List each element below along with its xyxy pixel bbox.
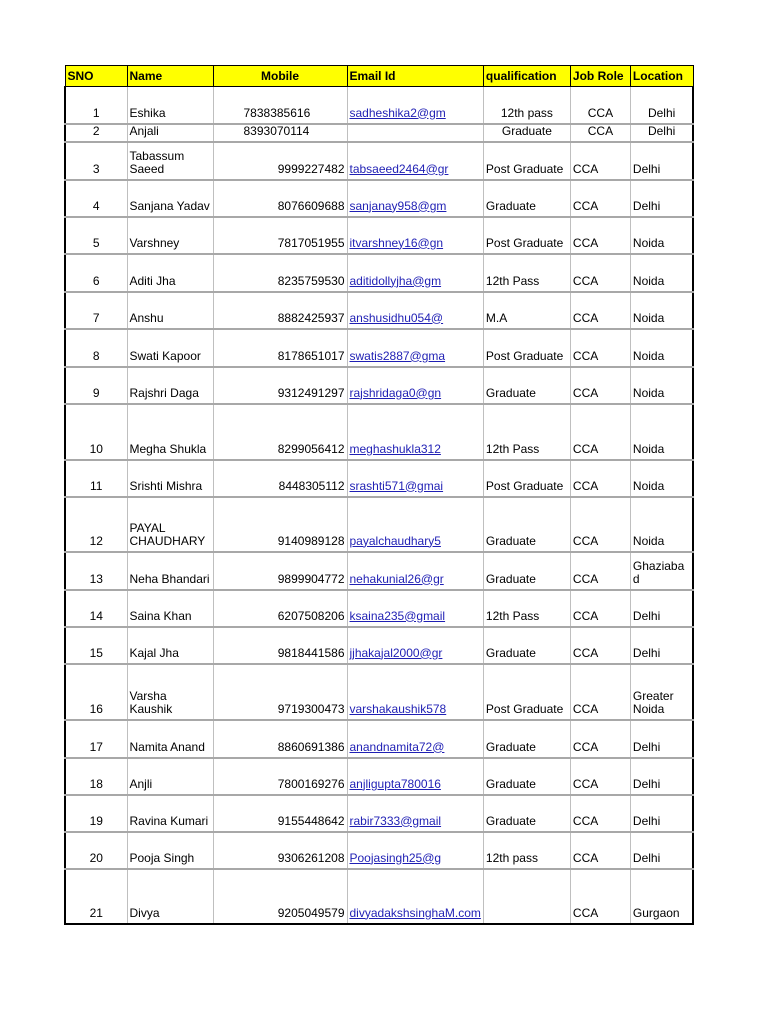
cell-name[interactable]: Srishti Mishra bbox=[127, 460, 213, 497]
cell-mobile[interactable]: 9899904772 bbox=[213, 552, 347, 590]
cell-name[interactable]: Varshney bbox=[127, 217, 213, 254]
cell-sno[interactable]: 8 bbox=[65, 329, 127, 367]
cell-sno[interactable]: 6 bbox=[65, 254, 127, 292]
cell-location[interactable]: Noida bbox=[630, 497, 693, 552]
cell-mobile[interactable]: 9818441586 bbox=[213, 627, 347, 664]
cell-email[interactable]: varshakaushik578 bbox=[347, 664, 483, 720]
cell-job-role[interactable]: CCA bbox=[570, 367, 630, 404]
cell-qualification[interactable]: Graduate bbox=[483, 180, 570, 217]
cell-sno[interactable]: 9 bbox=[65, 367, 127, 404]
cell-sno[interactable]: 16 bbox=[65, 664, 127, 720]
table-row bbox=[65, 142, 693, 180]
cell-qualification[interactable]: Post Graduate bbox=[483, 664, 570, 720]
cell-qualification[interactable]: 12th pass bbox=[483, 832, 570, 869]
cell-sno[interactable]: 17 bbox=[65, 720, 127, 758]
cell-sno[interactable]: 11 bbox=[65, 460, 127, 497]
table-row bbox=[65, 497, 693, 552]
cell-mobile[interactable]: 6207508206 bbox=[213, 590, 347, 627]
cell-location[interactable]: Delhi bbox=[630, 627, 693, 664]
cell-name[interactable]: Swati Kapoor bbox=[127, 329, 213, 367]
cell-qualification[interactable]: Graduate bbox=[483, 627, 570, 664]
cell-sno[interactable]: 7 bbox=[65, 292, 127, 329]
cell-sno[interactable]: 5 bbox=[65, 217, 127, 254]
cell-mobile[interactable]: 8178651017 bbox=[213, 329, 347, 367]
cell-name[interactable]: Anshu bbox=[127, 292, 213, 329]
cell-email[interactable]: Poojasingh25@g bbox=[347, 832, 483, 869]
cell-mobile[interactable]: 9140989128 bbox=[213, 497, 347, 552]
cell-qualification[interactable]: Graduate bbox=[483, 795, 570, 832]
cell-mobile[interactable]: 7817051955 bbox=[213, 217, 347, 254]
cell-qualification[interactable]: Graduate bbox=[483, 552, 570, 590]
cell-qualification[interactable]: 12th Pass bbox=[483, 404, 570, 460]
table-row bbox=[65, 367, 693, 404]
cell-qualification[interactable] bbox=[483, 869, 570, 924]
cell-job-role[interactable]: CCA bbox=[570, 254, 630, 292]
cell-mobile[interactable]: 7838385616 bbox=[213, 87, 347, 124]
cell-location[interactable]: Noida bbox=[630, 292, 693, 329]
cell-name[interactable]: Pooja Singh bbox=[127, 832, 213, 869]
cell-name[interactable]: Tabassum Saeed bbox=[127, 142, 213, 180]
cell-location[interactable]: Delhi bbox=[630, 795, 693, 832]
cell-email[interactable]: rabir7333@gmail bbox=[347, 795, 483, 832]
cell-job-role[interactable]: CCA bbox=[570, 404, 630, 460]
cell-job-role[interactable]: CCA bbox=[570, 329, 630, 367]
cell-job-role[interactable]: CCA bbox=[570, 124, 630, 142]
cell-email[interactable]: rajshridaga0@gn bbox=[347, 367, 483, 404]
cell-sno[interactable]: 15 bbox=[65, 627, 127, 664]
table-row bbox=[65, 664, 693, 720]
cell-job-role[interactable]: CCA bbox=[570, 497, 630, 552]
cell-sno[interactable]: 1 bbox=[65, 87, 127, 124]
cell-location[interactable]: Delhi bbox=[630, 87, 693, 124]
cell-email[interactable]: jjhakajal2000@gr bbox=[347, 627, 483, 664]
cell-sno[interactable]: 3 bbox=[65, 142, 127, 180]
cell-email[interactable]: divyadakshsinghaM.com bbox=[347, 869, 483, 924]
cell-name[interactable]: PAYAL CHAUDHARY bbox=[127, 497, 213, 552]
cell-mobile[interactable]: 9312491297 bbox=[213, 367, 347, 404]
cell-mobile[interactable]: 9306261208 bbox=[213, 832, 347, 869]
cell-email[interactable] bbox=[347, 124, 483, 142]
cell-email[interactable]: anjligupta780016 bbox=[347, 758, 483, 795]
cell-job-role[interactable]: CCA bbox=[570, 142, 630, 180]
cell-qualification[interactable]: 12th Pass bbox=[483, 254, 570, 292]
cell-name[interactable]: Anjli bbox=[127, 758, 213, 795]
cell-email[interactable]: tabsaeed2464@gr bbox=[347, 142, 483, 180]
cell-location[interactable]: Delhi bbox=[630, 180, 693, 217]
cell-name[interactable]: Varsha Kaushik bbox=[127, 664, 213, 720]
table-row bbox=[65, 217, 693, 254]
cell-mobile[interactable]: 9155448642 bbox=[213, 795, 347, 832]
cell-job-role[interactable]: CCA bbox=[570, 217, 630, 254]
cell-sno[interactable]: 2 bbox=[65, 124, 127, 142]
header-row bbox=[65, 66, 693, 87]
cell-name[interactable]: Sanjana Yadav bbox=[127, 180, 213, 217]
cell-mobile[interactable]: 9999227482 bbox=[213, 142, 347, 180]
cell-location[interactable]: Noida bbox=[630, 217, 693, 254]
cell-email[interactable]: sadheshika2@gm bbox=[347, 87, 483, 124]
table-row bbox=[65, 590, 693, 627]
cell-mobile[interactable]: 8235759530 bbox=[213, 254, 347, 292]
cell-sno[interactable]: 10 bbox=[65, 404, 127, 460]
cell-location[interactable]: Greater Noida bbox=[630, 664, 693, 720]
cell-sno[interactable]: 4 bbox=[65, 180, 127, 217]
header-job-role[interactable]: Job Role bbox=[570, 66, 630, 87]
header-name[interactable]: Name bbox=[127, 66, 213, 87]
cell-mobile[interactable]: 8448305112 bbox=[213, 460, 347, 497]
cell-qualification[interactable]: M.A bbox=[483, 292, 570, 329]
cell-location[interactable]: Ghaziabad bbox=[630, 552, 693, 590]
cell-name[interactable]: Megha Shukla bbox=[127, 404, 213, 460]
cell-email[interactable]: anandnamita72@ bbox=[347, 720, 483, 758]
cell-location[interactable]: Noida bbox=[630, 329, 693, 367]
cell-sno[interactable]: 14 bbox=[65, 590, 127, 627]
cell-sno[interactable]: 18 bbox=[65, 758, 127, 795]
cell-sno[interactable]: 13 bbox=[65, 552, 127, 590]
cell-name[interactable]: Namita Anand bbox=[127, 720, 213, 758]
cell-name[interactable]: Eshika bbox=[127, 87, 213, 124]
cell-email[interactable]: nehakunial26@gr bbox=[347, 552, 483, 590]
table-row bbox=[65, 460, 693, 497]
table-row bbox=[65, 627, 693, 664]
cell-qualification[interactable]: Graduate bbox=[483, 367, 570, 404]
cell-job-role[interactable]: CCA bbox=[570, 664, 630, 720]
cell-sno[interactable]: 21 bbox=[65, 869, 127, 924]
cell-qualification[interactable]: Graduate bbox=[483, 720, 570, 758]
cell-location[interactable]: Delhi bbox=[630, 590, 693, 627]
cell-name[interactable]: Saina Khan bbox=[127, 590, 213, 627]
cell-location[interactable]: Delhi bbox=[630, 758, 693, 795]
cell-qualification[interactable]: 12th Pass bbox=[483, 590, 570, 627]
cell-location[interactable]: Noida bbox=[630, 404, 693, 460]
cell-email[interactable]: itvarshney16@gn bbox=[347, 217, 483, 254]
table-row bbox=[65, 720, 693, 758]
cell-mobile[interactable]: 7800169276 bbox=[213, 758, 347, 795]
cell-email[interactable]: srashti571@gmai bbox=[347, 460, 483, 497]
cell-mobile[interactable]: 8076609688 bbox=[213, 180, 347, 217]
cell-email[interactable]: ksaina235@gmail bbox=[347, 590, 483, 627]
cell-job-role[interactable]: CCA bbox=[570, 795, 630, 832]
cell-job-role[interactable]: CCA bbox=[570, 460, 630, 497]
cell-qualification[interactable]: Post Graduate bbox=[483, 142, 570, 180]
cell-qualification[interactable]: Post Graduate bbox=[483, 217, 570, 254]
cell-location[interactable]: Delhi bbox=[630, 720, 693, 758]
header-location[interactable]: Location bbox=[630, 66, 693, 87]
cell-job-role[interactable]: CCA bbox=[570, 720, 630, 758]
cell-sno[interactable]: 20 bbox=[65, 832, 127, 869]
cell-location[interactable]: Noida bbox=[630, 367, 693, 404]
cell-job-role[interactable]: CCA bbox=[570, 552, 630, 590]
cell-name[interactable]: Neha Bhandari bbox=[127, 552, 213, 590]
cell-email[interactable]: aditidollyjha@gm bbox=[347, 254, 483, 292]
table-row bbox=[65, 758, 693, 795]
cell-location[interactable]: Delhi bbox=[630, 124, 693, 142]
cell-location[interactable]: Delhi bbox=[630, 832, 693, 869]
cell-email[interactable]: anshusidhu054@ bbox=[347, 292, 483, 329]
cell-job-role[interactable]: CCA bbox=[570, 869, 630, 924]
table-row bbox=[65, 869, 693, 924]
cell-qualification[interactable]: 12th pass bbox=[483, 87, 570, 124]
table-row bbox=[65, 124, 693, 142]
candidate-table bbox=[64, 65, 694, 925]
cell-location[interactable]: Gurgaon bbox=[630, 869, 693, 924]
table-row bbox=[65, 404, 693, 460]
cell-job-role[interactable]: CCA bbox=[570, 292, 630, 329]
header-mobile[interactable]: Mobile bbox=[213, 66, 347, 87]
cell-job-role[interactable]: CCA bbox=[570, 832, 630, 869]
cell-mobile[interactable]: 8299056412 bbox=[213, 404, 347, 460]
table-row bbox=[65, 329, 693, 367]
header-sno[interactable]: SNO bbox=[65, 66, 127, 87]
cell-name[interactable]: Anjali bbox=[127, 124, 213, 142]
cell-job-role[interactable]: CCA bbox=[570, 87, 630, 124]
cell-mobile[interactable]: 9205049579 bbox=[213, 869, 347, 924]
cell-email[interactable]: meghashukla312 bbox=[347, 404, 483, 460]
cell-qualification[interactable]: Post Graduate bbox=[483, 460, 570, 497]
cell-qualification[interactable]: Graduate bbox=[483, 497, 570, 552]
table-body bbox=[65, 87, 693, 924]
cell-email[interactable]: sanjanay958@gm bbox=[347, 180, 483, 217]
cell-name[interactable]: Kajal Jha bbox=[127, 627, 213, 664]
cell-job-role[interactable]: CCA bbox=[570, 180, 630, 217]
header-email[interactable]: Email Id bbox=[347, 66, 483, 87]
cell-qualification[interactable]: Graduate bbox=[483, 758, 570, 795]
cell-location[interactable]: Noida bbox=[630, 254, 693, 292]
cell-email[interactable]: payalchaudhary5 bbox=[347, 497, 483, 552]
cell-sno[interactable]: 19 bbox=[65, 795, 127, 832]
cell-mobile[interactable]: 8393070114 bbox=[213, 124, 347, 142]
table-row bbox=[65, 832, 693, 869]
cell-qualification[interactable]: Post Graduate bbox=[483, 329, 570, 367]
cell-email[interactable]: swatis2887@gma bbox=[347, 329, 483, 367]
cell-mobile[interactable]: 9719300473 bbox=[213, 664, 347, 720]
cell-job-role[interactable]: CCA bbox=[570, 590, 630, 627]
cell-name[interactable]: Rajshri Daga bbox=[127, 367, 213, 404]
table-row bbox=[65, 795, 693, 832]
cell-job-role[interactable]: CCA bbox=[570, 627, 630, 664]
table-row bbox=[65, 180, 693, 217]
table-row bbox=[65, 87, 693, 124]
cell-job-role[interactable]: CCA bbox=[570, 758, 630, 795]
cell-name[interactable]: Divya bbox=[127, 869, 213, 924]
cell-location[interactable]: Noida bbox=[630, 460, 693, 497]
cell-location[interactable]: Delhi bbox=[630, 142, 693, 180]
cell-name[interactable]: Ravina Kumari bbox=[127, 795, 213, 832]
header-qualification[interactable]: qualification bbox=[483, 66, 570, 87]
cell-qualification[interactable]: Graduate bbox=[483, 124, 570, 142]
table-row bbox=[65, 254, 693, 292]
cell-sno[interactable]: 12 bbox=[65, 497, 127, 552]
table-row bbox=[65, 292, 693, 329]
cell-name[interactable]: Aditi Jha bbox=[127, 254, 213, 292]
table-row bbox=[65, 552, 693, 590]
cell-mobile[interactable]: 8882425937 bbox=[213, 292, 347, 329]
cell-mobile[interactable]: 8860691386 bbox=[213, 720, 347, 758]
